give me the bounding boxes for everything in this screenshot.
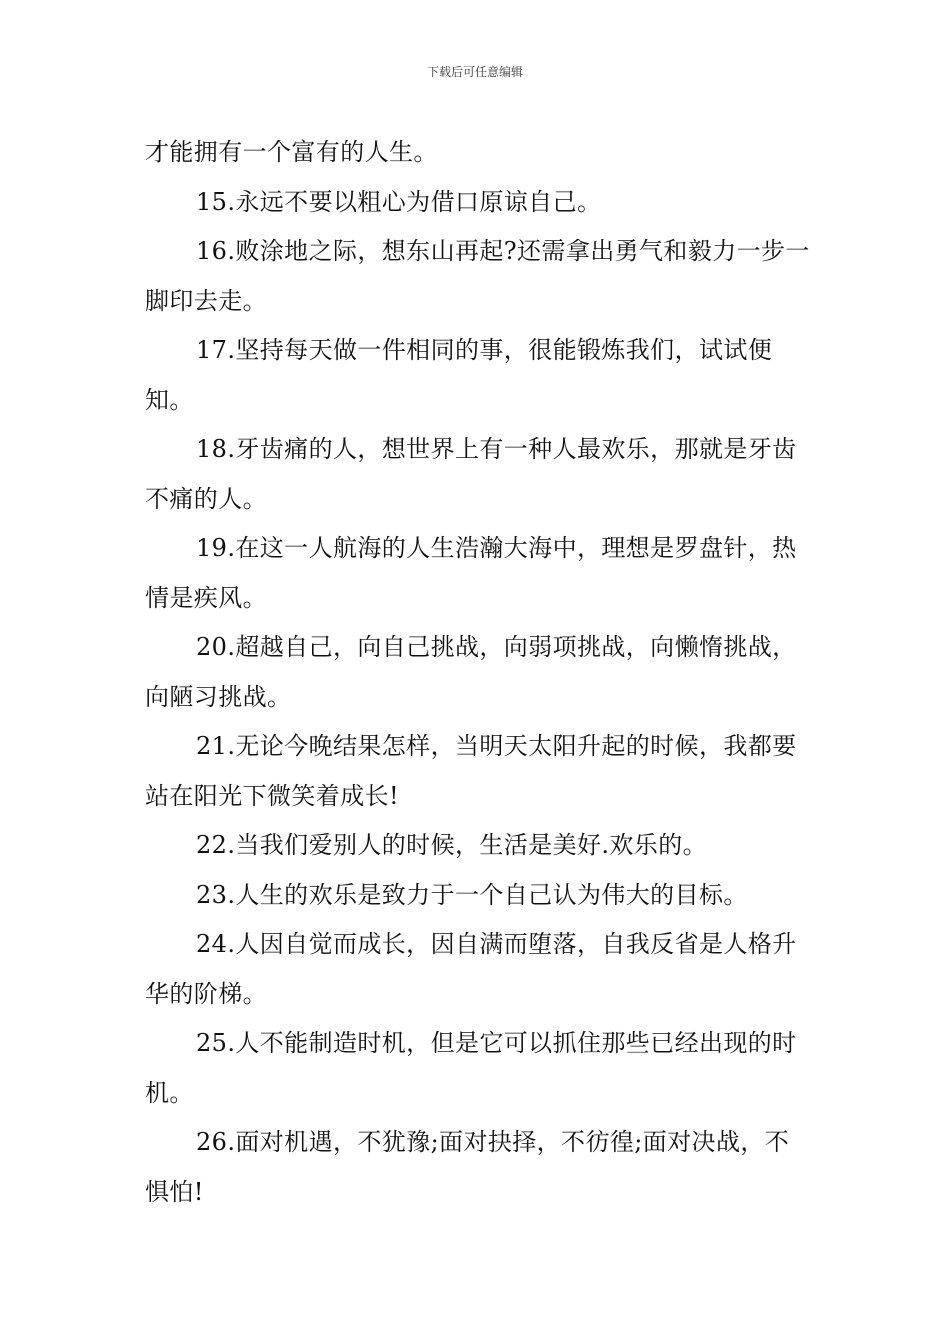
page-header-note: 下载后可任意编辑 — [426, 65, 523, 79]
paragraph-item-18: 18.牙齿痛的人，想世界上有一种人最欢乐，那就是牙齿不痛的人。 — [145, 435, 797, 513]
paragraph-item-15: 15.永远不要以粗心为借口原谅自己。 — [196, 187, 602, 216]
paragraph-item-20: 20.超越自己，向自己挑战，向弱项挑战，向懒惰挑战，向陋习挑战。 — [145, 633, 797, 711]
paragraph-item-22: 22.当我们爱别人的时候，生活是美好.欢乐的。 — [196, 831, 707, 859]
paragraph-item-17: 17.坚持每天做一件相同的事，很能锻炼我们，试试便知。 — [145, 336, 773, 414]
paragraph-item-19: 19.在这一人航海的人生浩瀚大海中，理想是罗盘针，热情是疾风。 — [145, 534, 797, 612]
paragraph-continuation: 才能拥有一个富有的人生。 — [145, 138, 438, 166]
paragraph-item-23: 23.人生的欢乐是致力于一个自己认为伟大的目标。 — [196, 880, 748, 909]
paragraph-item-25: 25.人不能制造时机，但是它可以抓住那些已经出现的时机。 — [145, 1029, 797, 1107]
document-body — [145, 128, 810, 1217]
paragraph-item-21: 21.无论今晚结果怎样，当明天太阳升起的时候，我都要站在阳光下微笑着成长! — [145, 732, 797, 810]
paragraph-item-16: 16.败涂地之际，想东山再起?还需拿出勇气和毅力一步一脚印去走。 — [145, 237, 810, 315]
paragraph-item-24: 24.人因自觉而成长，因自满而堕落，自我反省是人格升华的阶梯。 — [145, 930, 797, 1008]
paragraph-item-26: 26.面对机遇，不犹豫;面对抉择，不彷徨;面对决战，不惧怕! — [145, 1128, 790, 1206]
